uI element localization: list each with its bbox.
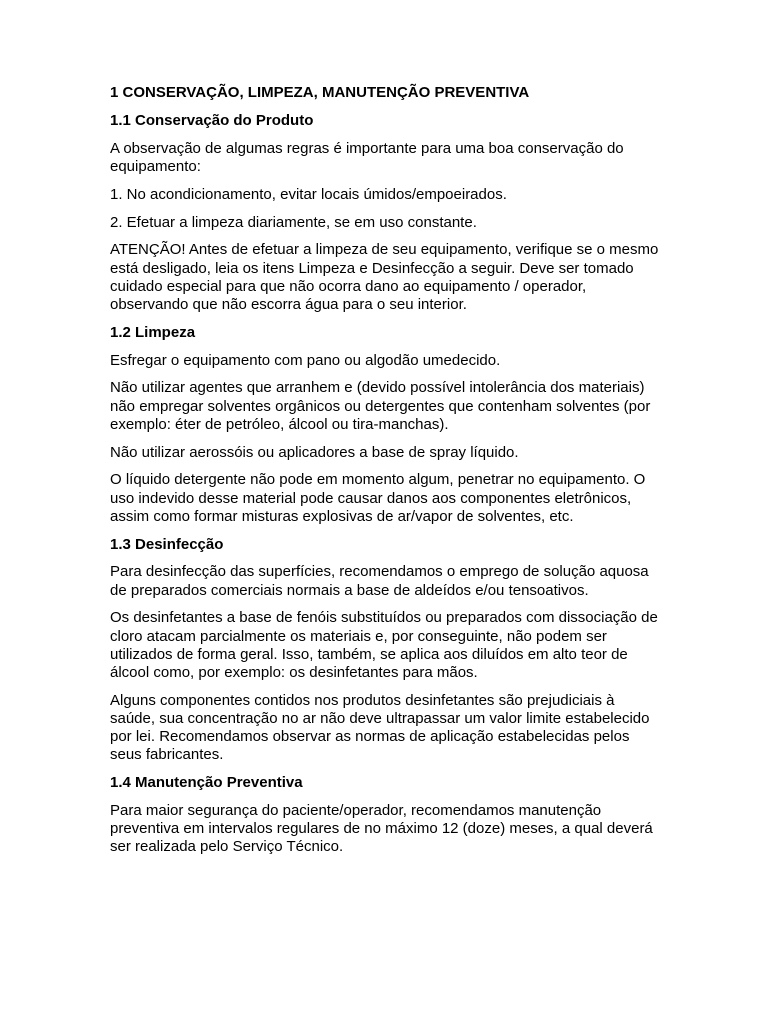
- section-heading-manutencao: 1.4 Manutenção Preventiva: [110, 774, 303, 792]
- paragraph: O líquido detergente não pode em momento algum, penetrar no equipamento. O uso indevido desse material pode causar danos aos componentes eletrônicos, assim como formar misturas explosivas de ar/vapor de solventes, etc.: [110, 471, 646, 525]
- paragraph: Não utilizar aerossóis ou aplicadores a base de spray líquido.: [110, 443, 519, 461]
- paragraph: 1. No acondicionamento, evitar locais úmidos/empoeirados.: [110, 185, 507, 203]
- paragraph: ATENÇÃO! Antes de efetuar a limpeza de seu equipamento, verifique se o mesmo está desligado, leia os itens Limpeza e Desinfecção a seguir. Deve ser tomado cuidado especial para que não ocorra dano ao equipamento / operador, observando que não escorra água para o seu interior.: [110, 241, 659, 313]
- section-heading-limpeza: 1.2 Limpeza: [110, 323, 196, 341]
- section-heading-desinfeccao: 1.3 Desinfecção: [110, 535, 224, 553]
- paragraph: 2. Efetuar a limpeza diariamente, se em uso constante.: [110, 213, 477, 231]
- paragraph: Os desinfetantes a base de fenóis substituídos ou preparados com dissociação de cloro atacam parcialmente os materiais e, por conseguinte, não podem ser utilizados de forma geral. Isso, também, se aplica aos diluídos em alto teor de álcool como, por exemplo: os desinfetantes para mãos.: [110, 609, 658, 681]
- paragraph: Para maior segurança do paciente/operador, recomendamos manutenção preventiva em intervalos regulares de no máximo 12 (doze) meses, a qual deverá ser realizada pelo Serviço Técnico.: [110, 802, 653, 856]
- document-page: [110, 84, 662, 866]
- paragraph: A observação de algumas regras é importante para uma boa conservação do equipamento:: [110, 139, 624, 175]
- paragraph: Para desinfecção das superfícies, recomendamos o emprego de solução aquosa de preparados comerciais normais a base de aldeídos e/ou tensoativos.: [110, 563, 649, 599]
- section-heading-conservacao: 1.1 Conservação do Produto: [110, 112, 314, 129]
- paragraph: Alguns componentes contidos nos produtos desinfetantes são prejudiciais à saúde, sua concentração no ar não deve ultrapassar um valor limite estabelecido por lei. Recomendamos observar as normas de aplicação estabelecidas pelos seus fabricantes.: [110, 691, 650, 764]
- document-title: 1 CONSERVAÇÃO, LIMPEZA, MANUTENÇÃO PREVENTIVA: [110, 84, 530, 101]
- paragraph: Esfregar o equipamento com pano ou algodão umedecido.: [110, 351, 501, 369]
- paragraph: Não utilizar agentes que arranhem e (devido possível intolerância dos materiais) não empregar solventes orgânicos ou detergentes que contenham solventes (por exemplo: éter de petróleo, álcool ou tira-manchas).: [110, 379, 651, 433]
